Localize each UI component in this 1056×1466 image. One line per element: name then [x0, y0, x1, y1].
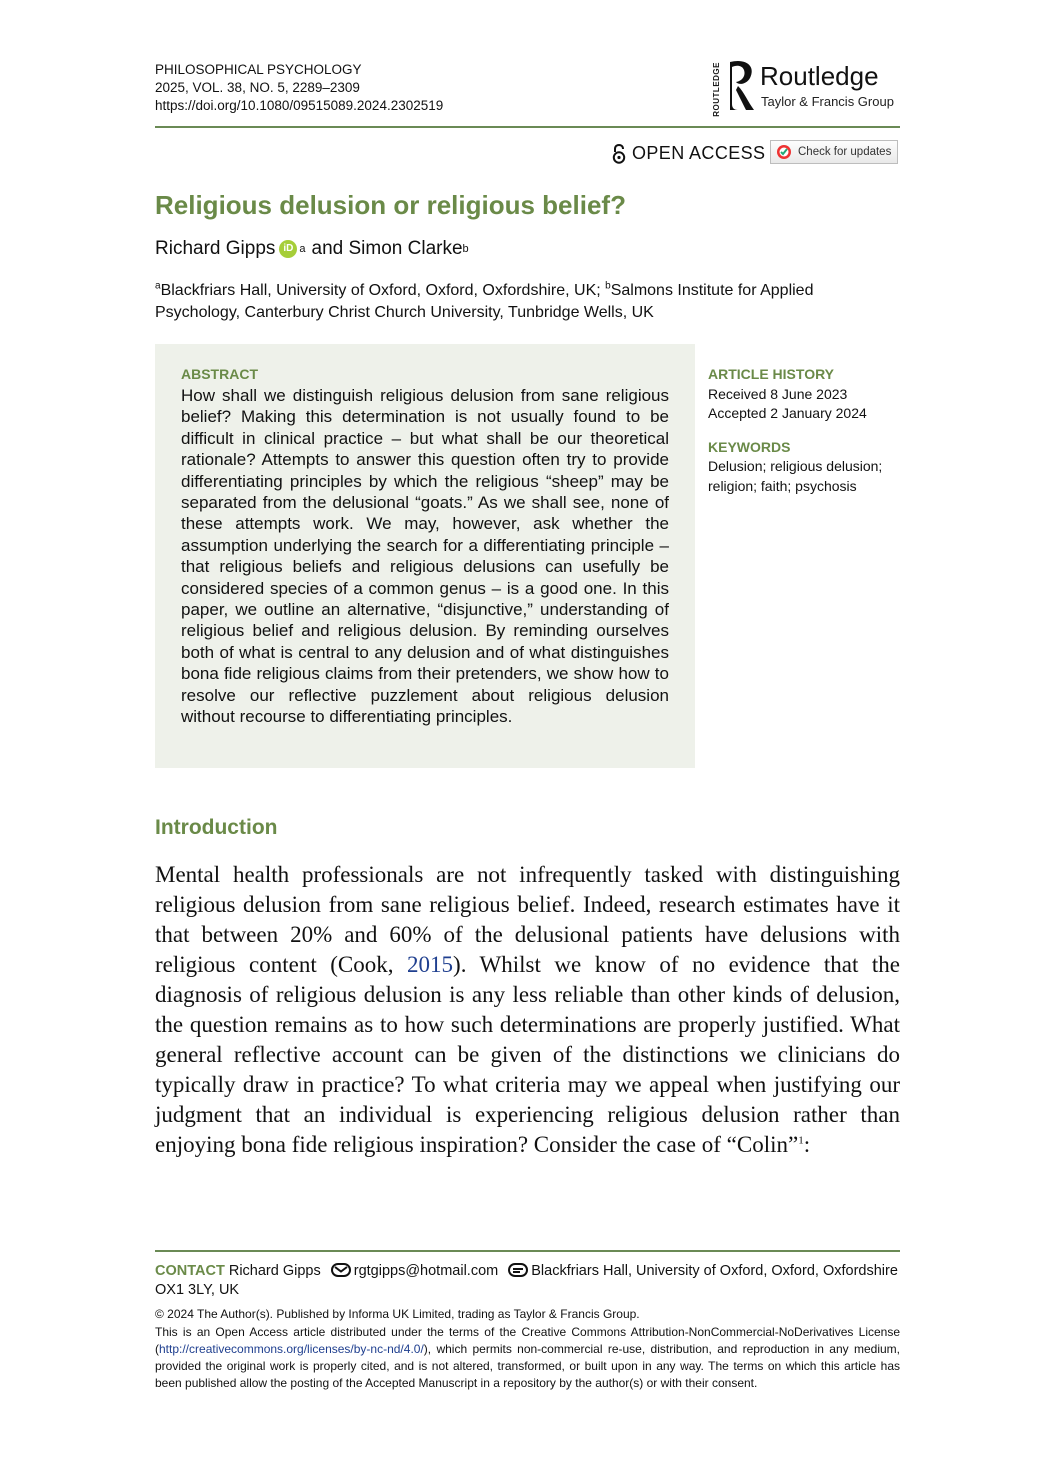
- abstract-heading: ABSTRACT: [181, 366, 258, 382]
- orcid-icon[interactable]: iD: [279, 240, 297, 258]
- keywords-heading: KEYWORDS: [708, 438, 791, 455]
- license-notice: [155, 1324, 900, 1392]
- article-title: Religious delusion or religious belief?: [155, 190, 626, 220]
- affil-a-text: Blackfriars Hall, University of Oxford, Oxford, Oxfordshire, UK;: [160, 282, 606, 299]
- author-2-name[interactable]: and Simon Clarke: [311, 238, 463, 259]
- volume-line: 2025, VOL. 38, NO. 5, 2289–2309: [155, 80, 360, 95]
- keywords-text: Delusion; religious delusion; religion; faith; psychosis: [708, 458, 883, 494]
- publisher-logo: [712, 58, 902, 118]
- footer-divider: [155, 1250, 900, 1252]
- introduction-paragraph: [155, 860, 900, 1160]
- abstract-text: How shall we distinguish religious delusion from sane religious belief? Making this determination is not usually found to be difficult in clinical practice – but what shall be our theoretical rationale? Attempts to answer this question often try to provide differentiating principles by which the religious “sheep” may be separated from the delusional “goats.” As we shall see, none of these attempts work. We may, however, ask whether the assumption underlying the search for a differentiating principle – that religious beliefs and religious delusions can usefully be considered species of a common genus – is a good one. In this paper, we outline an alternative, “disjunctive,” understanding of religious belief and religious delusion. By reminding ourselves both of what is central to any delusion and of what distinguishes bona fide religious claims from their pretenders, we show how to resolve our reflective puzzlement about religious delusion without recourse to differentiating principles.: [181, 386, 669, 727]
- contact-email[interactable]: rgtgipps@hotmail.com: [353, 1263, 499, 1279]
- header-divider: [155, 126, 900, 128]
- publisher-group: Taylor & Francis Group: [761, 94, 894, 109]
- article-history: [708, 365, 908, 424]
- abstract-box: [155, 344, 695, 768]
- publisher-name: Routledge: [760, 61, 879, 91]
- open-access-badge: [612, 143, 765, 164]
- license-text-2: ), which permits non-commercial re-use, distribution, and reproduction in any medium, provided the original work is properly cited, and is not altered, transformed, or built upon in any way. The terms on which this article has been published allow the posting of the Accepted Manuscript in a repository by the author(s) or with their consent.: [155, 1342, 900, 1390]
- address-icon: [508, 1263, 528, 1277]
- history-heading: ARTICLE HISTORY: [708, 366, 835, 382]
- check-updates-button[interactable]: [770, 140, 898, 164]
- journal-info: [155, 61, 443, 115]
- intro-text-end: :: [803, 1132, 811, 1157]
- journal-name: PHILOSOPHICAL PSYCHOLOGY: [155, 62, 362, 77]
- contact-name: Richard Gipps: [228, 1263, 321, 1279]
- open-access-label: OPEN ACCESS: [632, 143, 766, 163]
- intro-text-2: ). Whilst we know of no evidence that the diagnosis of religious delusion is any less reliable than other kinds of delusion, the question remains as to how such determinations are properly justified. What general reflective account can be given of the distinctions we clinicians do typically draw in practice? To what criteria may we appeal when justifying our judgment that an individual is experiencing religious delusion rather than enjoying bona fide religious inspiration? Consider the case of “Colin”: [155, 952, 900, 1157]
- check-updates-label: Check for updates: [798, 146, 892, 158]
- license-link[interactable]: http://creativecommons.org/licenses/by-nc-nd/4.0/: [159, 1342, 424, 1356]
- check-updates-icon: [776, 144, 792, 160]
- introduction-heading: Introduction: [155, 816, 278, 839]
- affil-a-mark: a: [155, 280, 161, 292]
- article-sidebar: [708, 365, 908, 510]
- email-icon: [331, 1263, 351, 1277]
- footnote-link[interactable]: 1: [798, 1134, 804, 1147]
- affil-b-mark: b: [605, 280, 611, 292]
- doi-link[interactable]: https://doi.org/10.1080/09515089.2024.2302519: [155, 98, 444, 113]
- affiliations: [155, 280, 900, 324]
- citation-link[interactable]: 2015: [407, 952, 454, 977]
- contact-address: Blackfriars Hall, University of Oxford, Oxford, Oxfordshire OX1 3LY, UK: [155, 1263, 898, 1298]
- author-line: Richard Gipps iD a and Simon Clarke b: [155, 238, 469, 259]
- contact-info: [155, 1262, 900, 1300]
- received-date: Received 8 June 2023: [708, 385, 848, 402]
- keywords: [708, 438, 908, 497]
- intro-text-1: Mental health professionals are not infrequently tasked with distinguishing religious delusion from sane religious belief. Indeed, research estimates have it that between 20% and 60% of the delusional patients have delusions with religious content (Cook,: [155, 862, 900, 977]
- affil-b-text: Salmons Institute for Applied Psychology, Canterbury Christ Church University, Tunbridge Wells, UK: [155, 282, 814, 321]
- copyright-notice: © 2024 The Author(s). Published by Informa UK Limited, trading as Taylor & Francis Group.: [155, 1307, 640, 1321]
- author-1-name[interactable]: Richard Gipps: [155, 238, 276, 259]
- license-text-1: This is an Open Access article distributed under the terms of the Creative Commons Attribution-NonCommercial-NoDerivatives License (: [155, 1325, 900, 1356]
- accepted-date: Accepted 2 January 2024: [708, 405, 867, 421]
- routledge-r-icon: [724, 58, 758, 114]
- publisher-side-text: ROUTLEDGE: [712, 62, 721, 117]
- open-lock-icon: [612, 144, 626, 164]
- contact-heading: CONTACT: [155, 1263, 225, 1279]
